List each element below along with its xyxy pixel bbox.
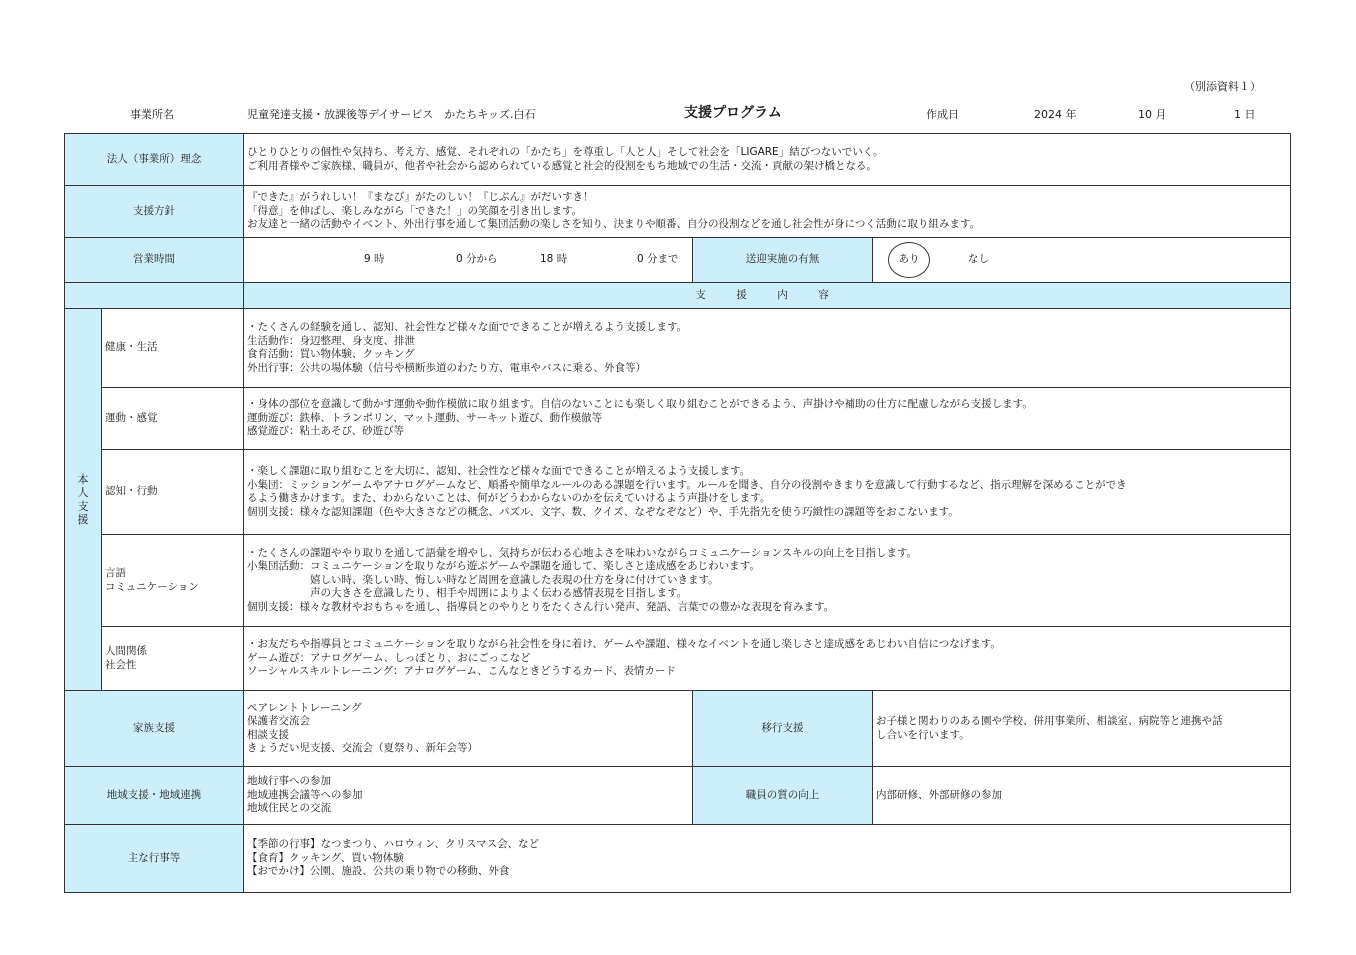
quality-label: 職員の質の向上 [693, 767, 873, 825]
policy-text [244, 186, 1291, 238]
language-label-line: コミュニケーション [105, 580, 199, 593]
personal-row-health [65, 309, 1291, 388]
social-label-line: 社会性 [105, 658, 137, 671]
support-content-header-row [65, 283, 1291, 309]
language-line: 声の大きさを意識したり、相手や周囲によりよく伝わる感情表現を目指します。 [247, 587, 688, 600]
social-label-line: 人間関係 [105, 645, 147, 657]
health-text [244, 309, 1291, 388]
personal-support-label [65, 309, 102, 691]
personal-row-cognition [65, 450, 1291, 535]
social-label [102, 627, 244, 691]
date-year: 2024 年 [1034, 108, 1077, 121]
events-label: 主な行事等 [65, 825, 244, 893]
transport-yes-circled: あり [888, 242, 930, 278]
family-line: ペアレントトレーニング [247, 701, 362, 714]
personal-row-social [65, 627, 1291, 691]
language-text [244, 535, 1291, 627]
transition-label: 移行支援 [693, 691, 873, 767]
philosophy-line: ひとりひとりの個性や気持ち、考え方、感覚、それぞれの「かたち」を尊重し「人と人」そして社会を「LIGARE」結びつないでいく。 [247, 146, 884, 158]
date-day: 1 日 [1234, 108, 1256, 121]
motor-text [244, 388, 1291, 450]
cognition-text [244, 450, 1291, 535]
community-label: 地域支援・地域連携 [65, 767, 244, 825]
community-text [244, 767, 693, 825]
start-minute: 0 分から [456, 253, 498, 265]
date-label: 作成日 [926, 108, 959, 121]
end-minute: 0 分まで [637, 253, 679, 265]
support-content-blank [65, 283, 244, 309]
language-line: 個別支援：様々な教材やおもちゃを通し、指導員とのやりとりをたくさん行い発声、発語、言葉での豊かな表現を育みます。 [247, 600, 835, 613]
cognition-line: るよう働きかけます。また、わからないことは、何がどうわからないのかを伝えていけるよう声掛けをします。 [247, 492, 771, 504]
personal-row-motor [65, 388, 1291, 450]
transition-line: お子様と関わりのある園や学校、併用事業所、相談室、病院等と連携や話 [876, 715, 1223, 727]
family-line: 保護者交流会 [247, 715, 310, 727]
end-hour: 18 時 [540, 253, 568, 265]
label-char: 支 [77, 499, 89, 513]
hours-label: 営業時間 [65, 238, 244, 283]
policy-row [65, 186, 1291, 238]
family-line: きょうだい児支援、交流会（夏祭り、新年会等） [247, 742, 478, 754]
family-label: 家族支援 [65, 691, 244, 767]
transition-text [873, 691, 1291, 767]
family-line: 相談支援 [247, 728, 289, 741]
philosophy-row [65, 134, 1291, 186]
cognition-line: ・楽しく課題に取り組むことを大切に、認知、社会性など様々な面でできることが増えるよう支援します。 [247, 465, 751, 477]
policy-line: 『できた』がうれしい！『まなび』がたのしい！『じぶん』がだいすき！ [247, 191, 594, 204]
personal-row-language [65, 535, 1291, 627]
health-line: 生活動作：身辺整理、身支度、排泄 [247, 334, 415, 347]
transition-line: し合いを行います。 [876, 728, 970, 741]
events-line: 【おでかけ】公園、施設、公共の乗り物での移動、外食 [247, 865, 510, 878]
policy-line: お友達と一緒の活動やイベント、外出行事を通して集団活動の楽しさを知り、決まりや順番、自分の役割などを通し社会性が身につく活動に取り組みます。 [247, 218, 981, 231]
health-label: 健康・生活 [102, 309, 244, 388]
quality-line: 内部研修、外部研修の参加 [876, 788, 1002, 801]
transport-no: なし [968, 253, 989, 266]
transport-options [873, 238, 1291, 283]
language-line: 嬉しい時、楽しい時、悔しい時など周囲を意識した表現の仕方を身に付けていきます。 [247, 573, 719, 586]
events-line: 【季節の行事】なつまつり、ハロウィン、クリスマス会、など [247, 838, 540, 851]
motor-line: ・身体の部位を意識して動かす運動や動作模倣に取り組ます。自信のないことにも楽しく取り組むことができるよう、声掛けや補助の仕方に配慮しながら支援します。 [247, 398, 1033, 411]
language-line: ・たくさんの課題ややり取りを通して語彙を増やし、気持ちが伝わる心地よさを味わいながらコミュニケーションスキルの向上を目指します。 [247, 546, 918, 559]
attachment-label: （別添資料１） [1184, 80, 1261, 93]
cognition-line: 個別支援：様々な認知課題（色や大きさなどの概念、パズル、文字、数、クイズ、なぞなぞなど）や、手先指先を使う巧緻性の課題等をおこないます。 [247, 505, 959, 518]
cognition-line: 小集団：ミッションゲームやアナログゲームなど、順番や簡単なルールのある課題を行います。ルールを聞き、自分の役割やきまりを意識して行動するなど、指示理解を深めることができ [247, 478, 1127, 491]
health-line: 食育活動：買い物体験、クッキング [247, 348, 415, 360]
label-char: 援 [77, 513, 89, 526]
philosophy-line: ご利用者様やご家族様、職員が、他者や社会から認められている感覚と社会的役割をもち地域での生活・交流・貢献の架け橋となる。 [247, 159, 877, 172]
health-line: ・たくさんの経験を通し、認知、社会性など様々な面でできることが増えるよう支援します。 [247, 321, 688, 333]
motor-line: 運動遊び：鉄棒、トランポリン、マット運動、サーキット遊び、動作模倣等 [247, 411, 603, 424]
family-row [65, 691, 1291, 767]
motor-line: 感覚遊び：粘土あそび、砂遊び等 [247, 425, 405, 438]
philosophy-text [244, 134, 1291, 186]
office-label: 事業所名 [130, 108, 174, 121]
office-name: 児童発達支援・放課後等デイサービス かたちキッズ.白石 [247, 108, 536, 121]
start-hour: 9 時 [364, 253, 385, 265]
community-line: 地域行事への参加 [247, 775, 331, 788]
quality-text [873, 767, 1291, 825]
community-row [65, 767, 1291, 825]
social-line: ・お友だちや指導員とコミュニケーションを取りながら社会性を身に着け、ゲームや課題、様々なイベントを通し楽しさと達成感をあじわい自信につなげます。 [247, 638, 1001, 651]
events-text [244, 825, 1291, 893]
social-line: ゲーム遊び：アナログゲーム、しっぽとり、おにごっこなど [247, 651, 531, 664]
label-char: 人 [77, 486, 89, 499]
events-line: 【食育】クッキング、買い物体験 [247, 851, 404, 864]
hours-values [244, 238, 693, 283]
support-program-table [64, 133, 1291, 893]
support-content-label: 支 援 内 容 [244, 283, 1291, 309]
family-text [244, 691, 693, 767]
community-line: 地域住民との交流 [247, 802, 331, 815]
policy-label: 支援方針 [65, 186, 244, 238]
policy-line: 「得意」を伸ばし、楽しみながら「できた！」の笑顔を引き出します。 [247, 204, 583, 217]
community-line: 地域連携会議等への参加 [247, 788, 363, 801]
motor-label: 運動・感覚 [102, 388, 244, 450]
page-title: 支援プログラム [684, 105, 782, 121]
language-label-line: 言語 [105, 567, 126, 579]
hours-row [65, 238, 1291, 283]
language-line: 小集団活動：コミュニケーションを取りながら遊ぶゲームや課題を通して、楽しさと達成感をあじわいます。 [247, 560, 760, 573]
philosophy-label: 法人（事業所）理念 [65, 134, 244, 186]
transport-label: 送迎実施の有無 [693, 238, 873, 283]
label-char: 本 [77, 472, 89, 486]
social-line: ソーシャルスキルトレーニング：アナログゲーム、こんなときどうするカード、表情カード [247, 665, 676, 678]
date-month: 10 月 [1138, 108, 1167, 121]
language-label [102, 535, 244, 627]
social-text [244, 627, 1291, 691]
events-row [65, 825, 1291, 893]
health-line: 外出行事：公共の場体験（信号や横断歩道のわたり方、電車やバスに乗る、外食等） [247, 361, 646, 374]
cognition-label: 認知・行動 [102, 450, 244, 535]
